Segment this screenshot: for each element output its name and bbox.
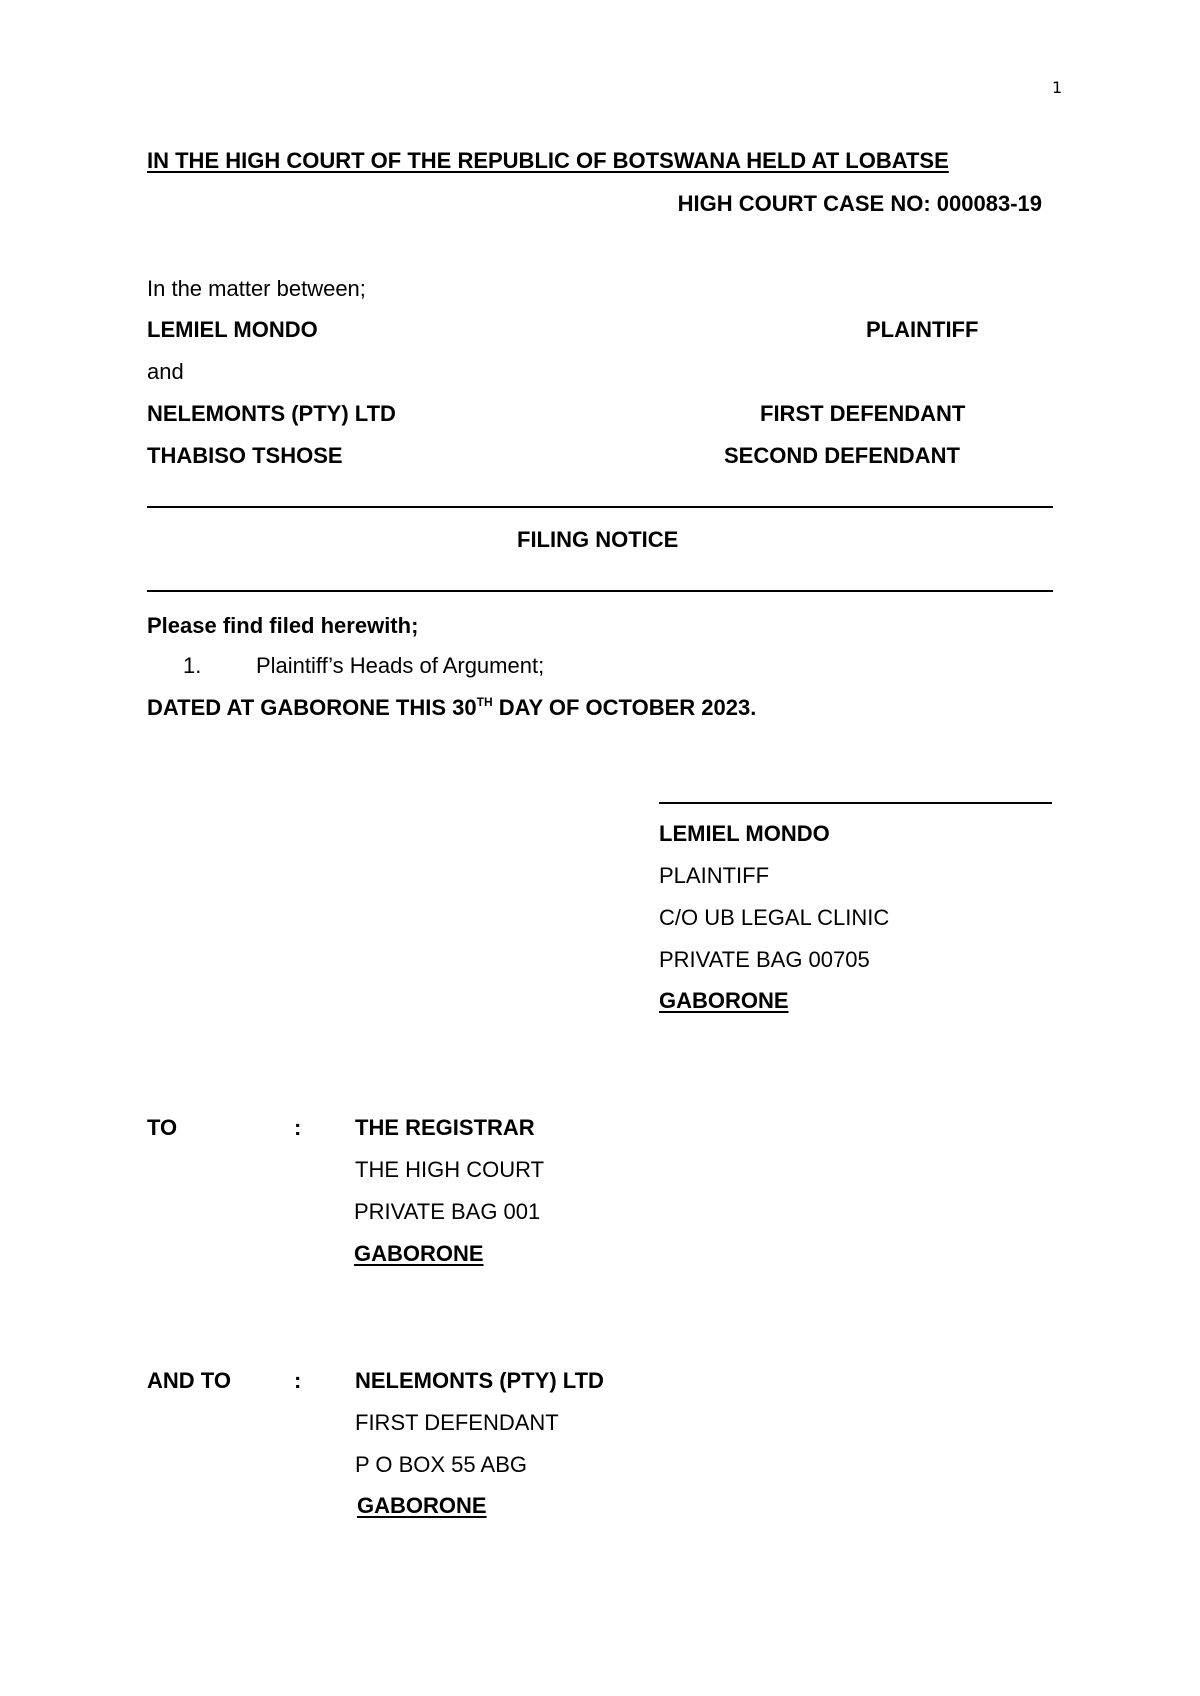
list-item-number: 1. [183, 653, 202, 678]
recipient-name: THE REGISTRAR [355, 1115, 535, 1140]
recipient-line-2: THE HIGH COURT [355, 1157, 545, 1182]
signatory-address-2: PRIVATE BAG 00705 [659, 947, 870, 972]
recipient-colon: : [294, 1115, 302, 1140]
signature-line [659, 802, 1052, 804]
list-item-text: Plaintiff’s Heads of Argument; [256, 653, 545, 678]
second-defendant-name: THABISO TSHOSE [147, 443, 343, 468]
filing-notice-title: FILING NOTICE [517, 527, 679, 552]
recipient-label: TO [147, 1115, 178, 1140]
second-defendant-role: SECOND DEFENDANT [724, 443, 960, 468]
plaintiff-role: PLAINTIFF [866, 317, 979, 342]
plaintiff-name: LEMIEL MONDO [147, 317, 318, 342]
case-number: HIGH COURT CASE NO: 000083-19 [677, 191, 1042, 216]
dated-prefix: DATED AT GABORONE THIS 30 [147, 695, 477, 720]
first-defendant-name: NELEMONTS (PTY) LTD [147, 401, 396, 426]
recipient-line-2: FIRST DEFENDANT [355, 1410, 559, 1435]
recipient-line-3: PRIVATE BAG 001 [354, 1199, 541, 1224]
filed-herewith-intro: Please find filed herewith; [147, 613, 419, 638]
recipient-line-3: P O BOX 55 ABG [355, 1452, 528, 1477]
court-title: IN THE HIGH COURT OF THE REPUBLIC OF BOTSWANA HELD AT LOBATSE [147, 148, 949, 173]
signatory-address-1: C/O UB LEGAL CLINIC [659, 905, 890, 930]
parties-intro: In the matter between; [147, 276, 366, 301]
page-number: 1 [1052, 78, 1063, 97]
dated-suffix: DAY OF OCTOBER 2023. [492, 695, 757, 720]
recipient-colon: : [294, 1368, 302, 1393]
signatory-name: LEMIEL MONDO [659, 821, 830, 846]
recipient-city: GABORONE [357, 1493, 487, 1518]
and-text: and [147, 359, 184, 384]
signatory-city: GABORONE [659, 988, 789, 1013]
divider-top [147, 506, 1053, 508]
first-defendant-role: FIRST DEFENDANT [760, 401, 966, 426]
recipient-city: GABORONE [354, 1241, 484, 1266]
recipient-name: NELEMONTS (PTY) LTD [355, 1368, 604, 1393]
dated-line [147, 697, 756, 719]
dated-superscript: TH [476, 695, 493, 709]
recipient-label: AND TO [147, 1368, 231, 1393]
signatory-role: PLAINTIFF [659, 863, 770, 888]
divider-bottom [147, 590, 1053, 592]
